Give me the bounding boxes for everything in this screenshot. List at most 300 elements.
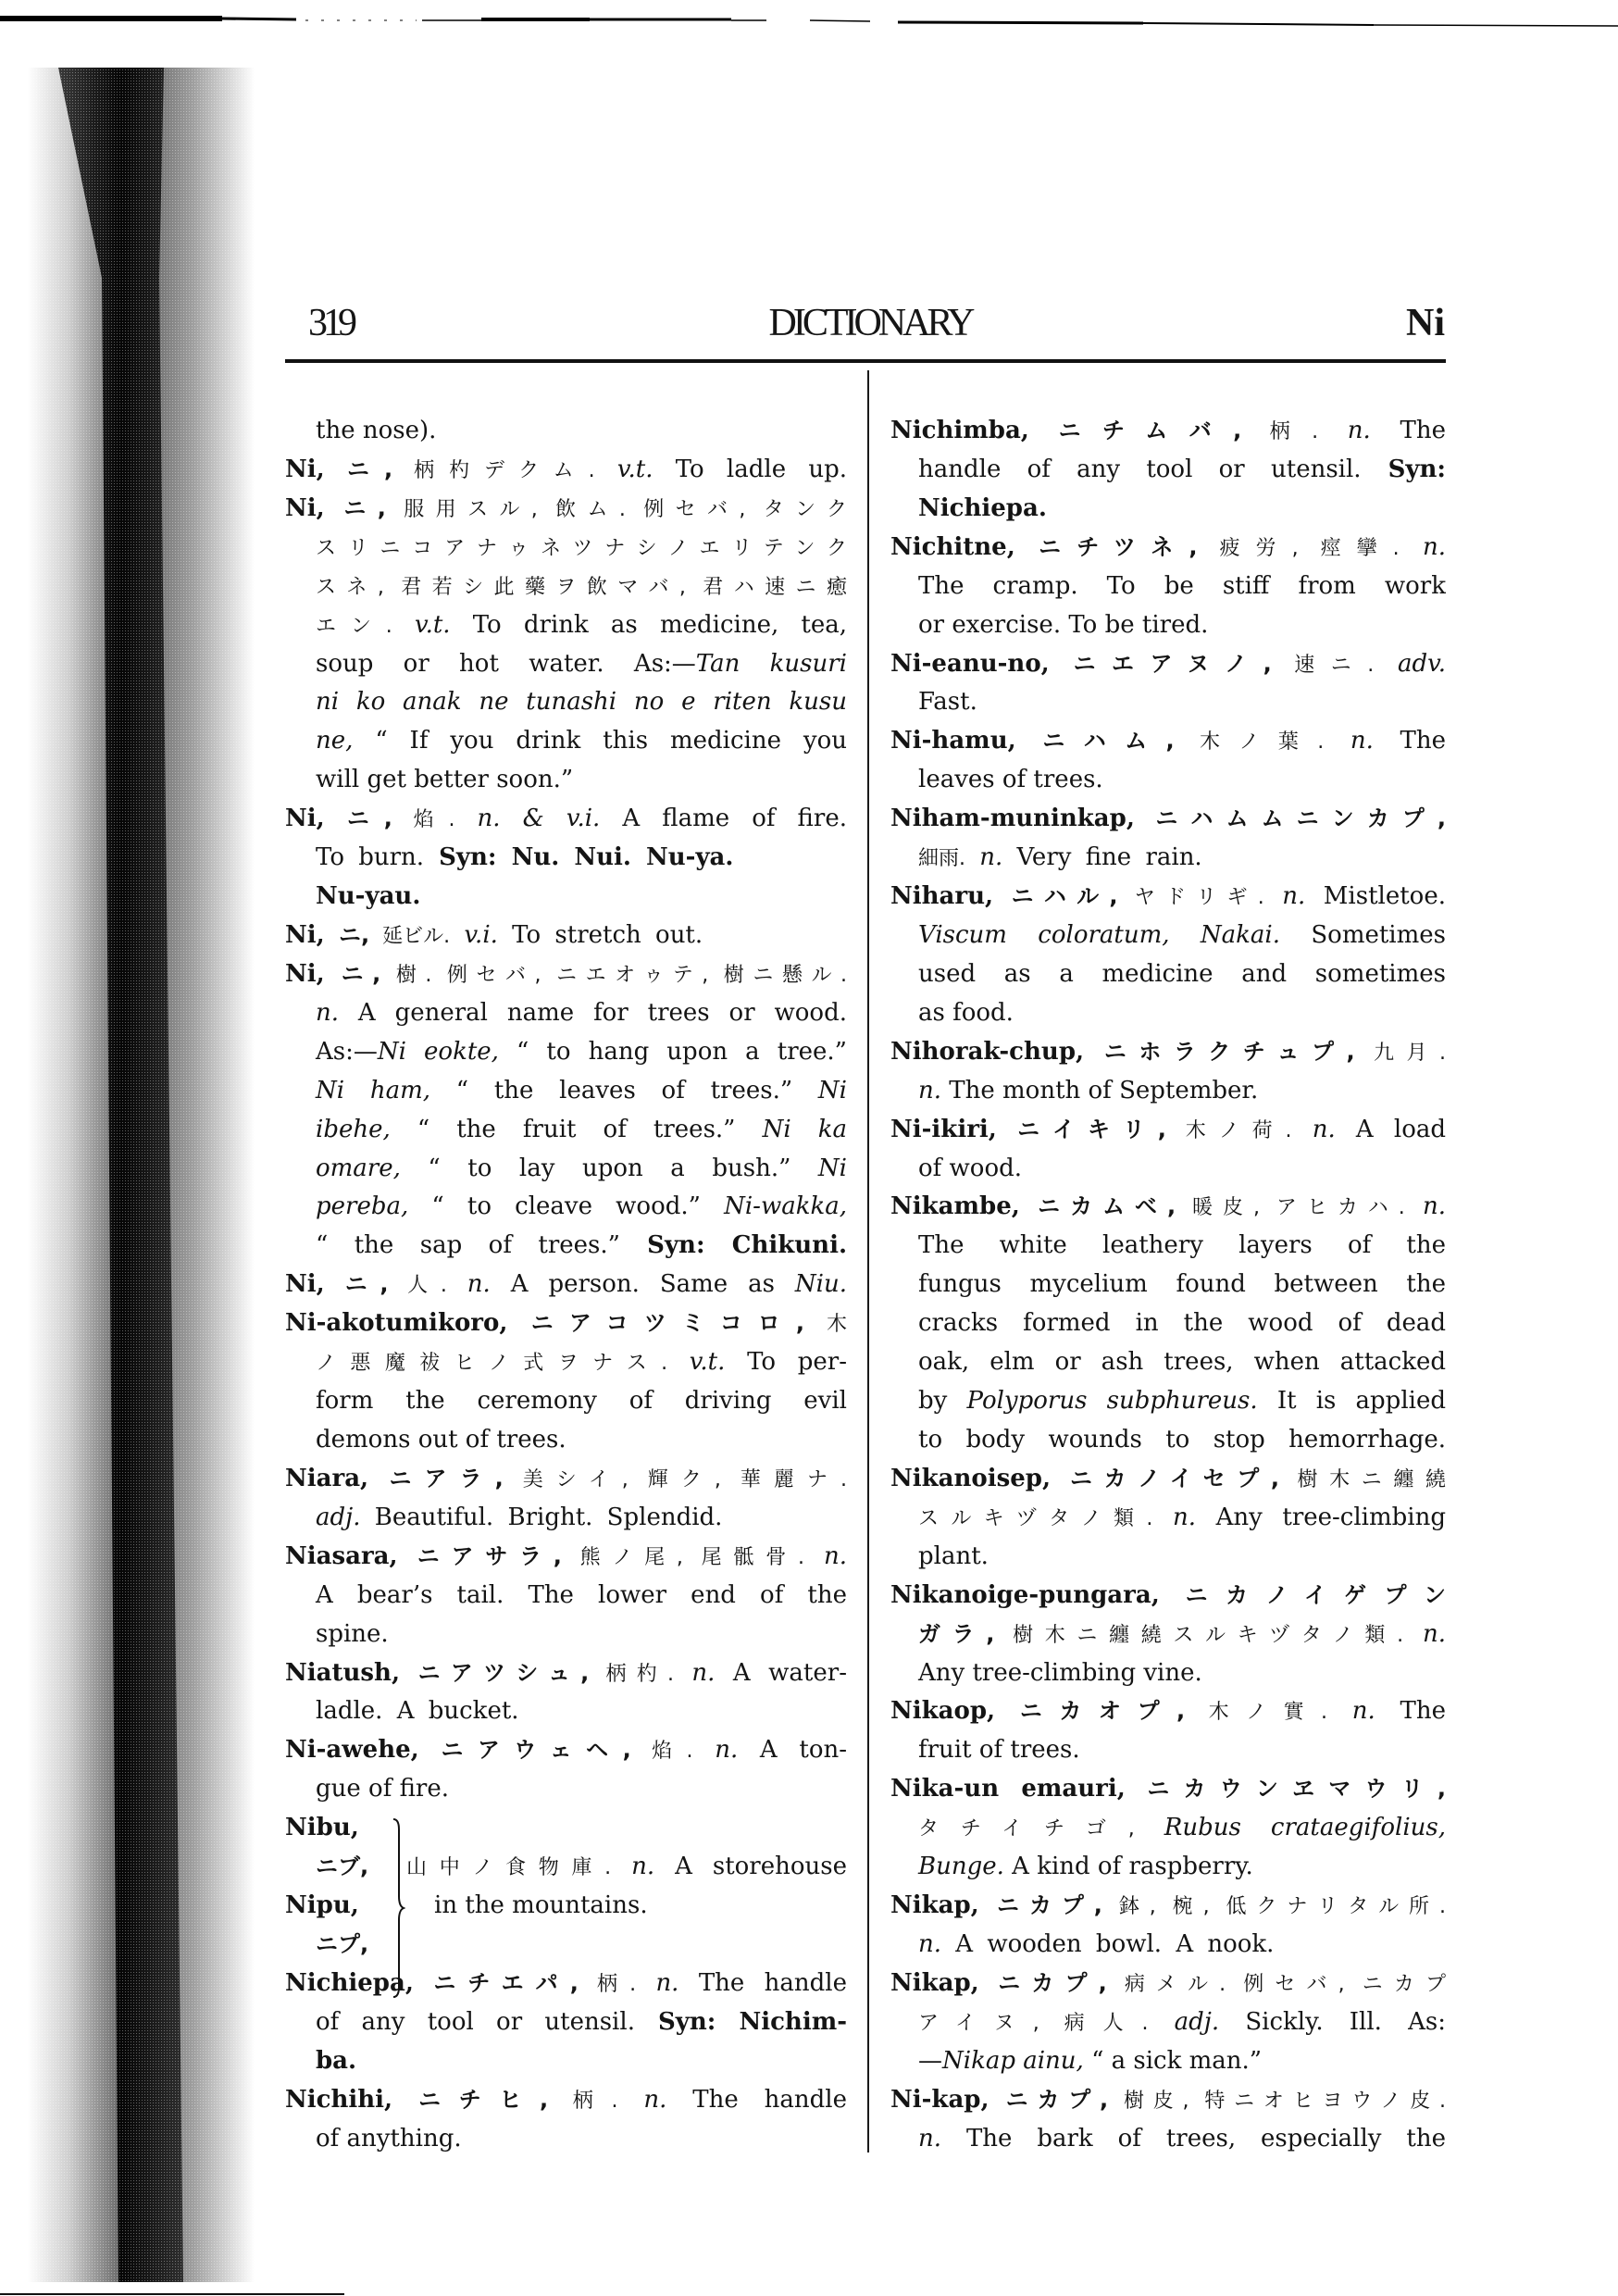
japanese-gloss: 柄. xyxy=(548,2089,618,2113)
japanese-gloss: ヤドリギ. xyxy=(1117,886,1264,910)
dictionary-line xyxy=(285,1770,847,1809)
entry-katakana: ニカノイセプ, xyxy=(1051,1465,1279,1491)
definition-text: “ to cleave wood.” xyxy=(408,1192,701,1221)
japanese-gloss: タチイチゴ, xyxy=(918,1817,1135,1841)
entry-headword: Niatush, xyxy=(285,1658,400,1687)
dictionary-line xyxy=(890,529,1446,568)
definition-text: soup or hot water. As:— xyxy=(316,649,696,678)
japanese-gloss: 木ノ荷. xyxy=(1165,1118,1292,1142)
definition-text: of any tool or utensil. xyxy=(316,2007,635,2036)
dictionary-line xyxy=(285,1188,847,1227)
dictionary-line xyxy=(890,2120,1446,2159)
ainu-example: Ni ham, xyxy=(316,1076,430,1104)
definition-text: of wood. xyxy=(918,1154,1023,1182)
dictionary-line xyxy=(890,1304,1446,1343)
entry-headword: Nikambe, xyxy=(890,1192,1020,1221)
japanese-gloss: 熊ノ尾, 尾骶骨. xyxy=(561,1545,804,1569)
japanese-gloss: 暖皮, アヒカハ. xyxy=(1176,1196,1405,1220)
definition-text: It is applied xyxy=(1257,1387,1446,1416)
dictionary-line xyxy=(890,1809,1446,1848)
entry-headword: Ni-ikiri, xyxy=(890,1115,997,1143)
dictionary-line xyxy=(285,2003,847,2042)
japanese-gloss: 人. xyxy=(388,1274,447,1298)
japanese-gloss: 柄. xyxy=(578,1972,637,1996)
dictionary-line xyxy=(285,1460,847,1499)
definition-text: in the mountains. xyxy=(434,1891,648,1920)
dictionary-line xyxy=(285,1033,847,1072)
dictionary-line xyxy=(890,1770,1446,1809)
entry-katakana: ニ, xyxy=(324,1271,389,1298)
dictionary-line xyxy=(890,1033,1446,1072)
part-of-speech: n. xyxy=(636,1968,679,1997)
definition-text: “ a sick man.” xyxy=(1083,2046,1263,2075)
definition-text: To stretch out. xyxy=(497,920,703,949)
japanese-gloss: 疲労, 痙攣. xyxy=(1197,536,1400,560)
part-of-speech: n. xyxy=(918,1076,942,1104)
entry-headword: Ni-eanu-no, xyxy=(890,649,1050,678)
entry-katakana: ニホラクチュプ, xyxy=(1084,1038,1355,1065)
entry-katakana: ニエアヌノ, xyxy=(1049,650,1272,677)
entry-headword: Nikap, xyxy=(890,1968,979,1997)
ainu-example: Ni xyxy=(792,1076,847,1104)
definition-text: “ to hang upon a tree.” xyxy=(498,1037,847,1066)
definition-text: Mistletoe. xyxy=(1305,882,1446,911)
entry-headword: Nikaop, xyxy=(890,1697,996,1726)
entry-headword: Ni, xyxy=(285,455,325,483)
ainu-example: ibehe, xyxy=(316,1115,391,1143)
curly-brace-icon xyxy=(392,1818,405,1998)
dictionary-line xyxy=(890,1150,1446,1189)
entry-headword: Nichitne, xyxy=(890,532,1015,561)
dictionary-line xyxy=(890,1692,1446,1731)
entry-katakana: ニチムバ, xyxy=(1028,418,1242,443)
dictionary-line xyxy=(285,412,847,451)
definition-text: ladle. A bucket. xyxy=(316,1697,519,1726)
bracket-entry xyxy=(285,1809,847,1965)
definition-text: A ton- xyxy=(738,1736,847,1765)
dictionary-line xyxy=(890,761,1446,800)
cross-reference: Niu. xyxy=(774,1270,847,1299)
japanese-gloss: 九月. xyxy=(1354,1041,1446,1065)
dictionary-line xyxy=(890,1188,1446,1227)
entry-katakana: ニアサラ, xyxy=(397,1542,562,1569)
entry-headword: Ni, xyxy=(285,493,325,522)
definition-text: Sickly. Ill. As: xyxy=(1219,2007,1446,2036)
definition-text: The cramp. To be stiff from work xyxy=(918,571,1446,600)
part-of-speech: n. xyxy=(692,1736,739,1765)
guide-word: Ni xyxy=(1406,302,1445,344)
definition-text: handle of any tool or utensil. xyxy=(918,455,1362,483)
definition-text: Beautiful. Bright. Splendid. xyxy=(360,1503,723,1531)
part-of-speech: n. xyxy=(1324,727,1374,755)
entry-katakana: ニハム, xyxy=(1015,728,1175,755)
entry-katakana: ニアツシュ, xyxy=(400,1659,590,1686)
dictionary-line xyxy=(890,606,1446,645)
part-of-speech: n. & v.i. xyxy=(454,805,601,833)
ainu-example: Nikap ainu, xyxy=(942,2046,1084,2075)
entry-katakana: ニチヒ, xyxy=(392,2086,549,2113)
entry-katakana: ニアラ, xyxy=(368,1465,504,1491)
dictionary-line xyxy=(285,1382,847,1421)
definition-text: The month of September. xyxy=(941,1076,1259,1104)
entry-katakana: ニカプ, xyxy=(978,1892,1102,1919)
entry-katakana: ニカプ, xyxy=(978,1969,1107,1996)
japanese-gloss: 樹皮, 特ニオヒヨウノ皮. xyxy=(1108,2089,1446,2113)
dictionary-line xyxy=(285,606,847,645)
definition-text: To drink as medicine, tea, xyxy=(450,610,847,639)
japanese-gloss: 柄杓. xyxy=(589,1662,674,1686)
japanese-gloss: 速ニ. xyxy=(1271,653,1375,677)
entry-headword: Nikanoisep, xyxy=(890,1464,1052,1492)
japanese-gloss: 木ノ實. xyxy=(1185,1701,1328,1725)
scientific-name: Bunge. xyxy=(918,1853,1004,1881)
entry-katakana: ニハル, xyxy=(993,883,1118,910)
dictionary-line xyxy=(434,1887,847,1926)
scan-top-edge-line xyxy=(0,0,1618,37)
definition-text: A load xyxy=(1335,1115,1446,1143)
dictionary-line xyxy=(285,451,847,490)
part-of-speech: v.t. xyxy=(594,455,653,483)
dictionary-line xyxy=(285,1343,847,1382)
definition-text: cracks formed in the wood of dead xyxy=(918,1309,1446,1338)
entry-headword: Nibu, xyxy=(285,1814,359,1842)
dictionary-line xyxy=(285,1577,847,1616)
dictionary-line xyxy=(285,1150,847,1189)
entry-headword: Ni-awehe, xyxy=(285,1736,419,1765)
dictionary-line xyxy=(890,722,1446,761)
definition-text: A storehouse xyxy=(654,1853,847,1881)
running-title: DICTIONARY xyxy=(768,302,972,344)
part-of-speech: n. xyxy=(1263,882,1306,911)
entry-headword: Ni-kap, xyxy=(890,2085,989,2114)
definition-text: of anything. xyxy=(316,2124,462,2152)
part-of-speech: n. xyxy=(1152,1503,1196,1531)
entry-headword: Ni, xyxy=(285,1270,325,1299)
dictionary-line xyxy=(285,1227,847,1266)
part-of-speech: v.t. xyxy=(667,1348,726,1377)
synonym-text: Syn: Chikuni. xyxy=(619,1231,847,1260)
dictionary-line xyxy=(890,451,1446,490)
dictionary-line xyxy=(285,1072,847,1111)
entry-headword: Nichiepa, xyxy=(285,1968,414,1997)
dictionary-line xyxy=(890,1926,1446,1965)
entry-katakana: ニチツネ, xyxy=(1014,533,1198,560)
dictionary-line xyxy=(406,1848,847,1887)
header-rule xyxy=(285,359,1446,363)
dictionary-line xyxy=(285,1304,847,1343)
definition-text: The xyxy=(1370,417,1446,444)
entry-headword: Niham-muninkap, xyxy=(890,805,1135,833)
entry-katakana: ニイキリ, xyxy=(996,1116,1166,1142)
ainu-example: Ni-wakka, xyxy=(700,1192,847,1221)
dictionary-line xyxy=(285,1111,847,1150)
ainu-example: ni ko anak ne tunashi no e riten kusu xyxy=(316,688,847,717)
definition-text: fruit of trees. xyxy=(918,1736,1080,1765)
part-of-speech: n. xyxy=(1318,417,1371,444)
entry-headword: Niasara, xyxy=(285,1541,398,1570)
dictionary-line xyxy=(890,490,1446,529)
dictionary-line xyxy=(890,1848,1446,1887)
dictionary-line xyxy=(285,683,847,722)
part-of-speech: n. xyxy=(446,1270,491,1299)
dictionary-line xyxy=(285,1654,847,1693)
dictionary-line xyxy=(890,1421,1446,1460)
definition-text: “ If you drink this medicine you xyxy=(353,727,847,755)
dictionary-line xyxy=(285,1692,847,1731)
definition-text: form the ceremony of driving evil xyxy=(316,1387,847,1416)
entry-katakana: ニ, xyxy=(324,455,393,482)
entry-headword: Niharu, xyxy=(890,882,994,911)
synonym-text: Syn: xyxy=(1361,455,1446,483)
japanese-gloss: ノ悪魔祓ヒノ式ヲナス. xyxy=(316,1352,668,1376)
entry-headword: Nikanoige-pungara, xyxy=(890,1580,1160,1609)
dictionary-line xyxy=(285,1731,847,1770)
part-of-speech: adj. xyxy=(1148,2007,1220,2036)
definition-text: plant. xyxy=(918,1541,989,1570)
entry-headword: Nihorak-chup, xyxy=(890,1037,1085,1066)
dictionary-line xyxy=(285,1266,847,1304)
japanese-gloss: スネ, 君若シ此藥ヲ飲マバ, 君ハ速ニ癒 xyxy=(316,575,847,599)
dictionary-line xyxy=(890,1965,1446,2003)
scientific-name: Rubus crataegifolius, xyxy=(1134,1814,1446,1842)
dictionary-line xyxy=(285,1499,847,1538)
japanese-gloss: スルキヅタノ類. xyxy=(918,1506,1153,1530)
part-of-speech: n. xyxy=(1399,532,1446,561)
dictionary-line xyxy=(890,1654,1446,1693)
dictionary-line xyxy=(285,800,847,839)
definition-text: The handle xyxy=(666,2085,847,2114)
entry-katakana: ニアウェヘ, xyxy=(418,1737,631,1764)
dictionary-line xyxy=(890,1111,1446,1150)
definition-text: Very fine rain. xyxy=(1002,843,1202,872)
definition-text: A person. Same as xyxy=(490,1270,775,1299)
dictionary-line xyxy=(285,722,847,761)
japanese-gloss: 延ビル. xyxy=(369,924,451,948)
right-column xyxy=(890,412,1446,2158)
japanese-gloss: 細雨. xyxy=(918,847,965,871)
dictionary-line xyxy=(285,994,847,1033)
dictionary-line xyxy=(890,800,1446,839)
dictionary-line xyxy=(285,917,847,955)
ainu-example: omare, xyxy=(316,1154,401,1182)
ainu-example: Ni xyxy=(790,1154,847,1182)
part-of-speech: n. xyxy=(1327,1697,1375,1726)
part-of-speech: n. xyxy=(918,1929,942,1958)
definition-text: “ the sap of trees.” xyxy=(316,1231,620,1260)
japanese-gloss: 樹. 例セバ, ニエオゥテ, 樹ニ懸ル. xyxy=(380,963,847,987)
dictionary-line xyxy=(890,1887,1446,1926)
japanese-gloss: アイヌ, 病人. xyxy=(918,2011,1149,2035)
definition-text: To per- xyxy=(725,1348,847,1377)
definition-text: — xyxy=(918,2046,942,2075)
entry-line xyxy=(285,1926,847,1965)
entry-headword: Ni, xyxy=(285,920,325,949)
part-of-speech: n. xyxy=(611,1853,655,1881)
part-of-speech: n. xyxy=(1404,1192,1446,1221)
part-of-speech: v.i. xyxy=(450,920,498,949)
part-of-speech: n. xyxy=(316,998,340,1027)
japanese-gloss: エン. xyxy=(316,614,392,638)
japanese-gloss: 柄杓デクム. xyxy=(392,458,595,482)
definition-text: A kind of raspberry. xyxy=(1003,1853,1253,1881)
japanese-gloss: スリニコアナゥネツナシノエリテンク xyxy=(316,536,847,560)
definition-text: Any tree-climbing xyxy=(1195,1503,1446,1531)
entry-katakana: ガラ, xyxy=(918,1620,995,1647)
definition-text: will get better soon.” xyxy=(316,766,574,794)
dictionary-line xyxy=(890,917,1446,955)
definition-text: The xyxy=(1375,1697,1446,1726)
part-of-speech: v.t. xyxy=(392,610,451,639)
dictionary-line xyxy=(890,955,1446,994)
entry-katakana: ニブ, xyxy=(316,1853,369,1880)
dictionary-line xyxy=(285,1616,847,1654)
dictionary-line xyxy=(890,839,1446,878)
definition-text: “ to lay upon a bush.” xyxy=(400,1154,791,1182)
part-of-speech: n. xyxy=(918,2124,942,2152)
japanese-gloss: 木ノ葉. xyxy=(1174,730,1325,755)
dictionary-line xyxy=(285,1421,847,1460)
definition-text: The bark of trees, especially the xyxy=(941,2124,1446,2152)
japanese-gloss: 木 xyxy=(803,1313,847,1337)
definition-text: As:— xyxy=(316,1037,378,1066)
entry-headword: Ni-akotumikoro, xyxy=(285,1309,508,1338)
entry-headword: Ni, xyxy=(285,805,325,833)
definition-text: The white leathery layers of the xyxy=(918,1231,1446,1260)
definition-text: spine. xyxy=(316,1619,389,1648)
entry-katakana: ニプ, xyxy=(316,1930,369,1957)
dictionary-line xyxy=(890,1616,1446,1654)
synonym-text: Nichiepa. xyxy=(918,493,1047,522)
dictionary-line xyxy=(890,1343,1446,1382)
dictionary-line xyxy=(890,645,1446,684)
ainu-example: Ni eokte, xyxy=(377,1037,499,1066)
definition-text: Any tree-climbing vine. xyxy=(918,1658,1202,1687)
ainu-example: Ni ka xyxy=(735,1115,847,1143)
definition-text: as food. xyxy=(918,998,1014,1027)
entry-headword: Nikap, xyxy=(890,1891,979,1920)
ainu-example: ne, xyxy=(316,727,354,755)
definition-text: A water- xyxy=(715,1658,847,1687)
part-of-speech: n. xyxy=(1403,1619,1446,1648)
entry-katakana: ニカプ, xyxy=(989,2086,1109,2113)
definition-text: “ the leaves of trees.” xyxy=(430,1076,793,1104)
definition-text: To ladle up. xyxy=(653,455,847,483)
part-of-speech: adj. xyxy=(316,1503,361,1531)
japanese-gloss: 柄. xyxy=(1241,420,1319,443)
definition-text: leaves of trees. xyxy=(918,766,1103,794)
entry-line xyxy=(285,1809,847,1848)
dictionary-line xyxy=(890,683,1446,722)
dictionary-line xyxy=(285,529,847,568)
entry-headword: Niara, xyxy=(285,1464,369,1492)
dictionary-line xyxy=(285,955,847,994)
part-of-speech: n. xyxy=(673,1658,716,1687)
dictionary-line xyxy=(890,2003,1446,2042)
scientific-name: Polyporus subphureus. xyxy=(947,1387,1258,1416)
dictionary-line xyxy=(890,1538,1446,1577)
definition-text: gue of fire. xyxy=(316,1775,450,1803)
entry-katakana: ニ, xyxy=(324,805,392,832)
definition-text: the nose). xyxy=(316,417,437,444)
dictionary-line xyxy=(285,839,847,878)
dictionary-line xyxy=(890,1266,1446,1304)
definition-text: A bear’s tail. The lower end of the xyxy=(316,1580,847,1609)
dictionary-line xyxy=(890,1227,1446,1266)
dictionary-line xyxy=(890,994,1446,1033)
definition-text: demons out of trees. xyxy=(316,1425,566,1454)
dictionary-line xyxy=(890,1577,1446,1616)
definition-text: A flame of fire. xyxy=(600,805,847,833)
entry-katakana: ニアコツミコロ, xyxy=(507,1310,804,1337)
definition-text: used as a medicine and sometimes xyxy=(918,959,1446,988)
dictionary-line xyxy=(285,1538,847,1577)
definition-text: by xyxy=(918,1387,948,1416)
dictionary-line xyxy=(285,761,847,800)
dictionary-line xyxy=(890,2081,1446,2120)
synonym-text: ba. xyxy=(316,2046,357,2075)
ainu-example: Tan kusuri xyxy=(695,649,847,678)
dictionary-line xyxy=(285,490,847,529)
page-number: 319 xyxy=(308,302,353,344)
scientific-name: Viscum coloratum, Nakai. xyxy=(918,920,1280,949)
part-of-speech: n. xyxy=(803,1541,847,1570)
entry-headword: Nika-un emauri, xyxy=(890,1775,1126,1803)
dictionary-line xyxy=(285,878,847,917)
synonym-text: Nu-yau. xyxy=(316,882,421,911)
entry-katakana: ニカオプ, xyxy=(995,1698,1186,1725)
entry-headword: Ni-hamu, xyxy=(890,727,1016,755)
japanese-gloss: 服用スル, 飲ム. 例セバ, タンク xyxy=(385,497,847,521)
dictionary-line xyxy=(285,1965,847,2003)
entry-headword: Nichimba, xyxy=(890,417,1029,444)
definition-text: “ the fruit of trees.” xyxy=(390,1115,736,1143)
dictionary-line xyxy=(285,2120,847,2159)
part-of-speech: n. xyxy=(617,2085,667,2114)
dictionary-line xyxy=(890,1499,1446,1538)
dictionary-line xyxy=(890,878,1446,917)
japanese-gloss: 樹木ニ纏繞スルキヅタノ類. xyxy=(994,1623,1404,1647)
entry-katakana: ニハムムニンカプ, xyxy=(1134,805,1446,832)
dictionary-line xyxy=(890,1731,1446,1770)
entry-katakana: ニ, xyxy=(324,494,386,521)
binding-shadow xyxy=(0,56,278,2296)
dictionary-line xyxy=(890,1072,1446,1111)
ainu-example: pereba, xyxy=(316,1192,409,1221)
dictionary-line xyxy=(890,1460,1446,1499)
definition-text: The xyxy=(1373,727,1446,755)
entry-headword: Nichihi, xyxy=(285,2085,393,2114)
dictionary-line xyxy=(890,412,1446,451)
part-of-speech: n. xyxy=(965,843,1003,872)
synonym-text: Syn: Nichim- xyxy=(634,2007,847,2036)
left-column xyxy=(285,412,847,2159)
definition-text: Fast. xyxy=(918,688,977,717)
entry-headword: Ni, xyxy=(285,959,325,988)
japanese-gloss: 焰. xyxy=(392,808,455,832)
dictionary-line xyxy=(285,645,847,684)
japanese-gloss: 鉢, 椀, 低クナリタル所. xyxy=(1101,1895,1446,1919)
definition-text: A wooden bowl. A nook. xyxy=(941,1929,1275,1958)
definition-text: Sometimes xyxy=(1279,920,1446,949)
dictionary-line xyxy=(285,2081,847,2120)
dictionary-line xyxy=(890,2042,1446,2081)
entry-headword: Nipu, xyxy=(285,1891,359,1920)
column-divider xyxy=(867,370,869,2152)
scan-bottom-edge-line xyxy=(0,2293,344,2295)
definition-text: The handle xyxy=(678,1968,847,1997)
entry-katakana: ニカノイゲプン xyxy=(1159,1581,1446,1608)
dictionary-line xyxy=(890,1382,1446,1421)
